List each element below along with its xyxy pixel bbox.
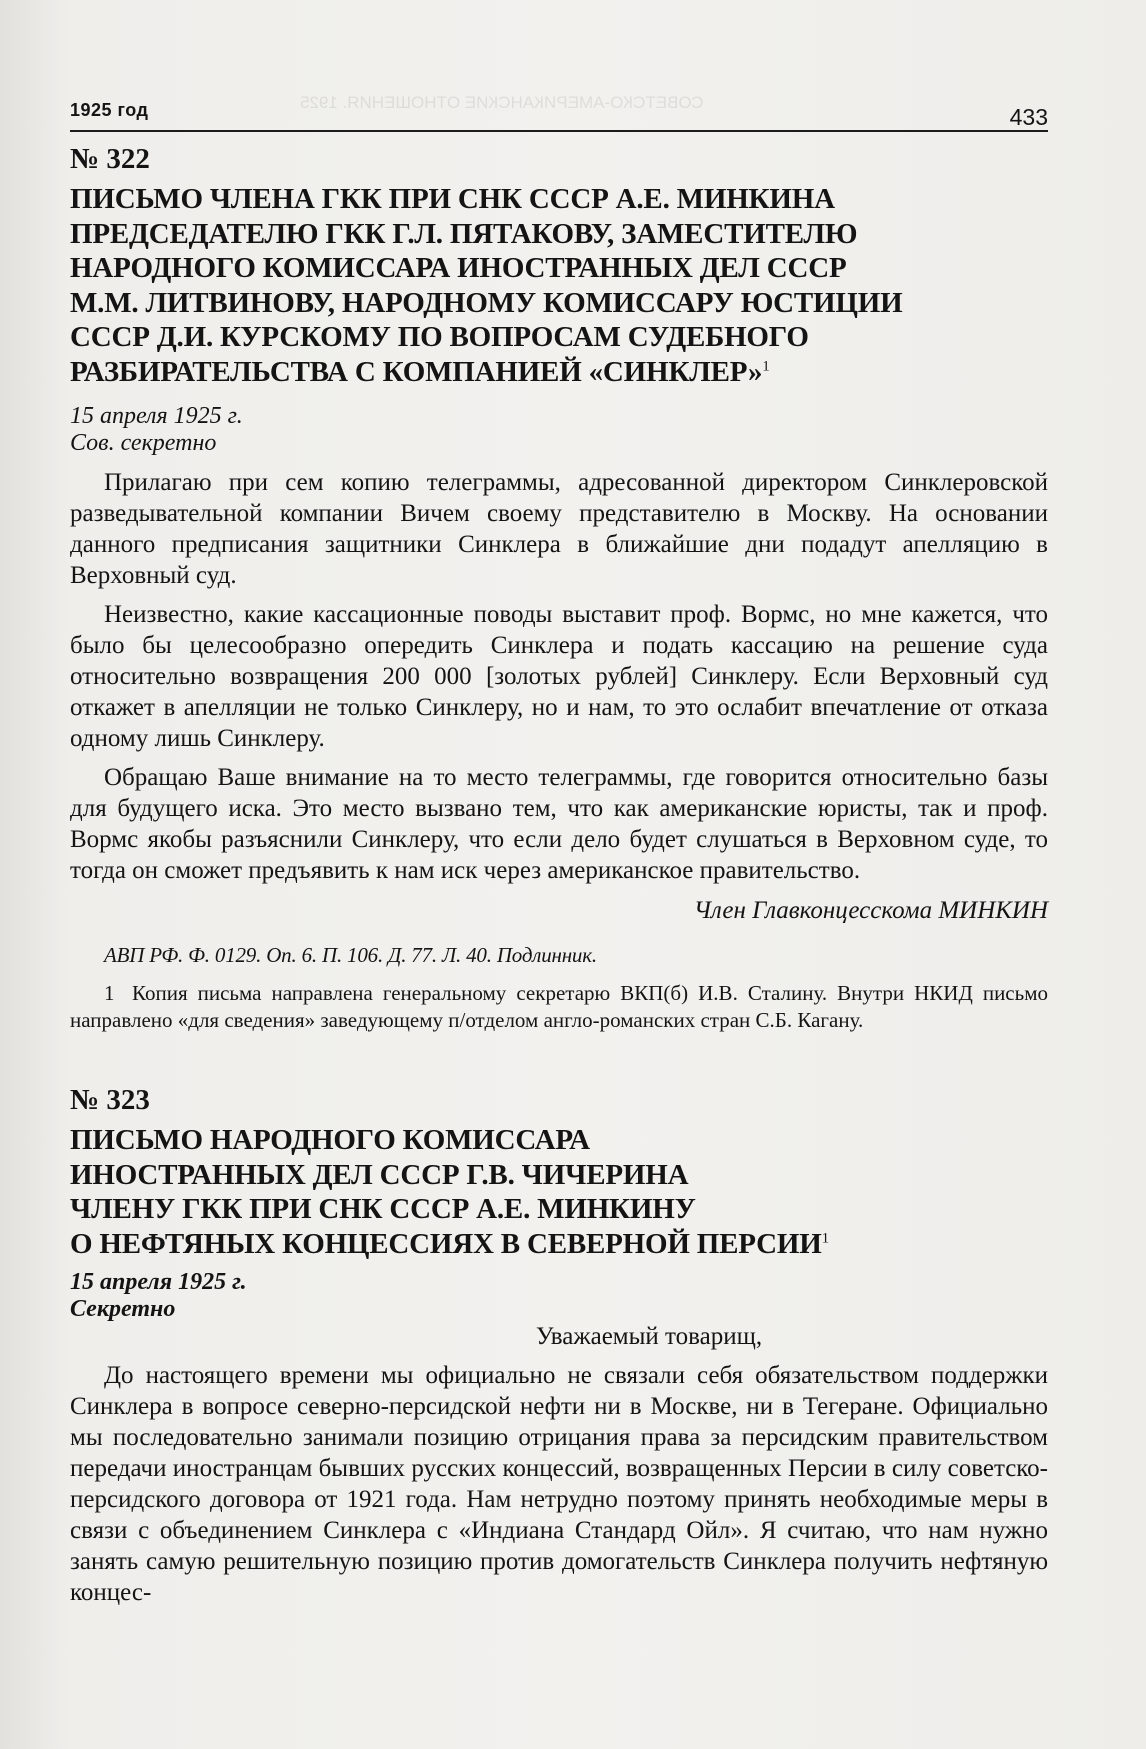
title-line: ЧЛЕНУ ГКК ПРИ СНК СССР А.Е. МИНКИНУ [70, 1193, 696, 1225]
doc-body [70, 467, 1048, 886]
doc-title [70, 182, 1048, 389]
doc-number: № 322 [70, 143, 150, 175]
title-line-last [70, 355, 1048, 390]
footnote-marker: 1 [104, 981, 115, 1005]
doc-number: № 323 [70, 1084, 150, 1116]
page-number: 433 [1009, 104, 1048, 130]
paragraph: Прилагаю при сем копию телеграммы, адресованной директором Синклеровской разведывательной компании Вичем своему представителю в Москву. На основании данного предписания защитники Синклера в ближайшие дни подадут апелляцию в Верховный суд. [70, 469, 1048, 589]
signature: Член Главконцесскома МИНКИН [693, 897, 1048, 924]
footnote-ref: 1 [821, 1229, 829, 1246]
paragraph: До настоящего времени мы официально не связали себя обязательством поддержки Синклера в вопросе северно-персидской нефти ни в Москве, ни в Тегеране. Официально мы последовательно занимали позицию отрицания права за персидским правительством передачи иностранцам бывших русских концессий, возвращенных Персии в силу советско-персидского договора от 1921 года. Нам нетрудно поэтому принять необходимые меры в связи с объединением Синклера с «Индиана Стандард Ойл». Я считаю, что нам нужно занять самую решительную позицию против домогательств Синклера получить нефтяную концес- [70, 1362, 1048, 1606]
doc-date: 15 апреля 1925 г. [70, 1269, 247, 1295]
footnote-ref: 1 [762, 357, 770, 374]
running-head [70, 100, 1048, 132]
footnote [70, 980, 1048, 1033]
document-323 [70, 1083, 1048, 1608]
bleed-through-text: СОВЕТСКО-АМЕРИКАНСКИЕ ОТНОШЕНИЯ. 1925 [300, 93, 704, 112]
doc-title [70, 1123, 1048, 1261]
paragraph: Обращаю Ваше внимание на то место телеграммы, где говорится относительно базы для будущего иска. Это место вызвано тем, что как американские юристы, так и проф. Вормс якобы разъяснили Синклеру, что если дело будет слушаться в Верховном суде, то тогда он сможет предъявить к нам иск через американское правительство. [70, 764, 1048, 884]
title-line: СССР Д.И. КУРСКОМУ ПО ВОПРОСАМ СУДЕБНОГО [70, 321, 809, 353]
title-line-last [70, 1227, 1048, 1262]
title-line: НАРОДНОГО КОМИССАРА ИНОСТРАННЫХ ДЕЛ СССР [70, 252, 847, 284]
doc-date: 15 апреля 1925 г. [70, 403, 243, 429]
classification: Сов. секретно [70, 430, 217, 456]
title-text: О НЕФТЯНЫХ КОНЦЕССИЯХ В СЕВЕРНОЙ ПЕРСИИ [70, 1227, 822, 1260]
title-line: ПИСЬМО НАРОДНОГО КОМИССАРА [70, 1124, 590, 1156]
salutation: Уважаемый товарищ, [535, 1323, 763, 1350]
title-text: РАЗБИРАТЕЛЬСТВА С КОМПАНИЕЙ «СИНКЛЕР» [70, 355, 763, 388]
paragraph: Неизвестно, какие кассационные поводы выставит проф. Вормс, но мне кажется, что было бы целесообразно опередить Синклера и подать кассацию на решение суда относительно возвращения 200 000 [золотых рублей] Синклеру. Если Верховный суд откажет в апелляции не только Синклеру, но и нам, то это ослабит впечатление от отказа одному лишь Синклеру. [70, 601, 1048, 752]
document-322 [70, 142, 1048, 1033]
title-line: ИНОСТРАННЫХ ДЕЛ СССР Г.В. ЧИЧЕРИНА [70, 1158, 689, 1191]
footnote-text: Копия письма направлена генеральному секретарю ВКП(б) И.В. Сталину. Внутри НКИД письмо направлено «для сведения» заведующему п/отделом англо-романских стран С.Б. Кагану. [70, 981, 1048, 1032]
title-line: ПИСЬМО ЧЛЕНА ГКК ПРИ СНК СССР А.Е. МИНКИНА [70, 183, 835, 215]
title-line: М.М. ЛИТВИНОВУ, НАРОДНОМУ КОМИССАРУ ЮСТИЦИИ [70, 286, 903, 319]
doc-body [70, 1360, 1048, 1608]
title-line: ПРЕДСЕДАТЕЛЮ ГКК Г.Л. ПЯТАКОВУ, ЗАМЕСТИТЕЛЮ [70, 217, 858, 250]
running-head-year: 1925 год [70, 100, 149, 120]
classification: Секретно [70, 1296, 176, 1322]
archive-reference: АВП РФ. Ф. 0129. Оп. 6. П. 106. Д. 77. Л. 40. Подлинник. [104, 943, 597, 967]
